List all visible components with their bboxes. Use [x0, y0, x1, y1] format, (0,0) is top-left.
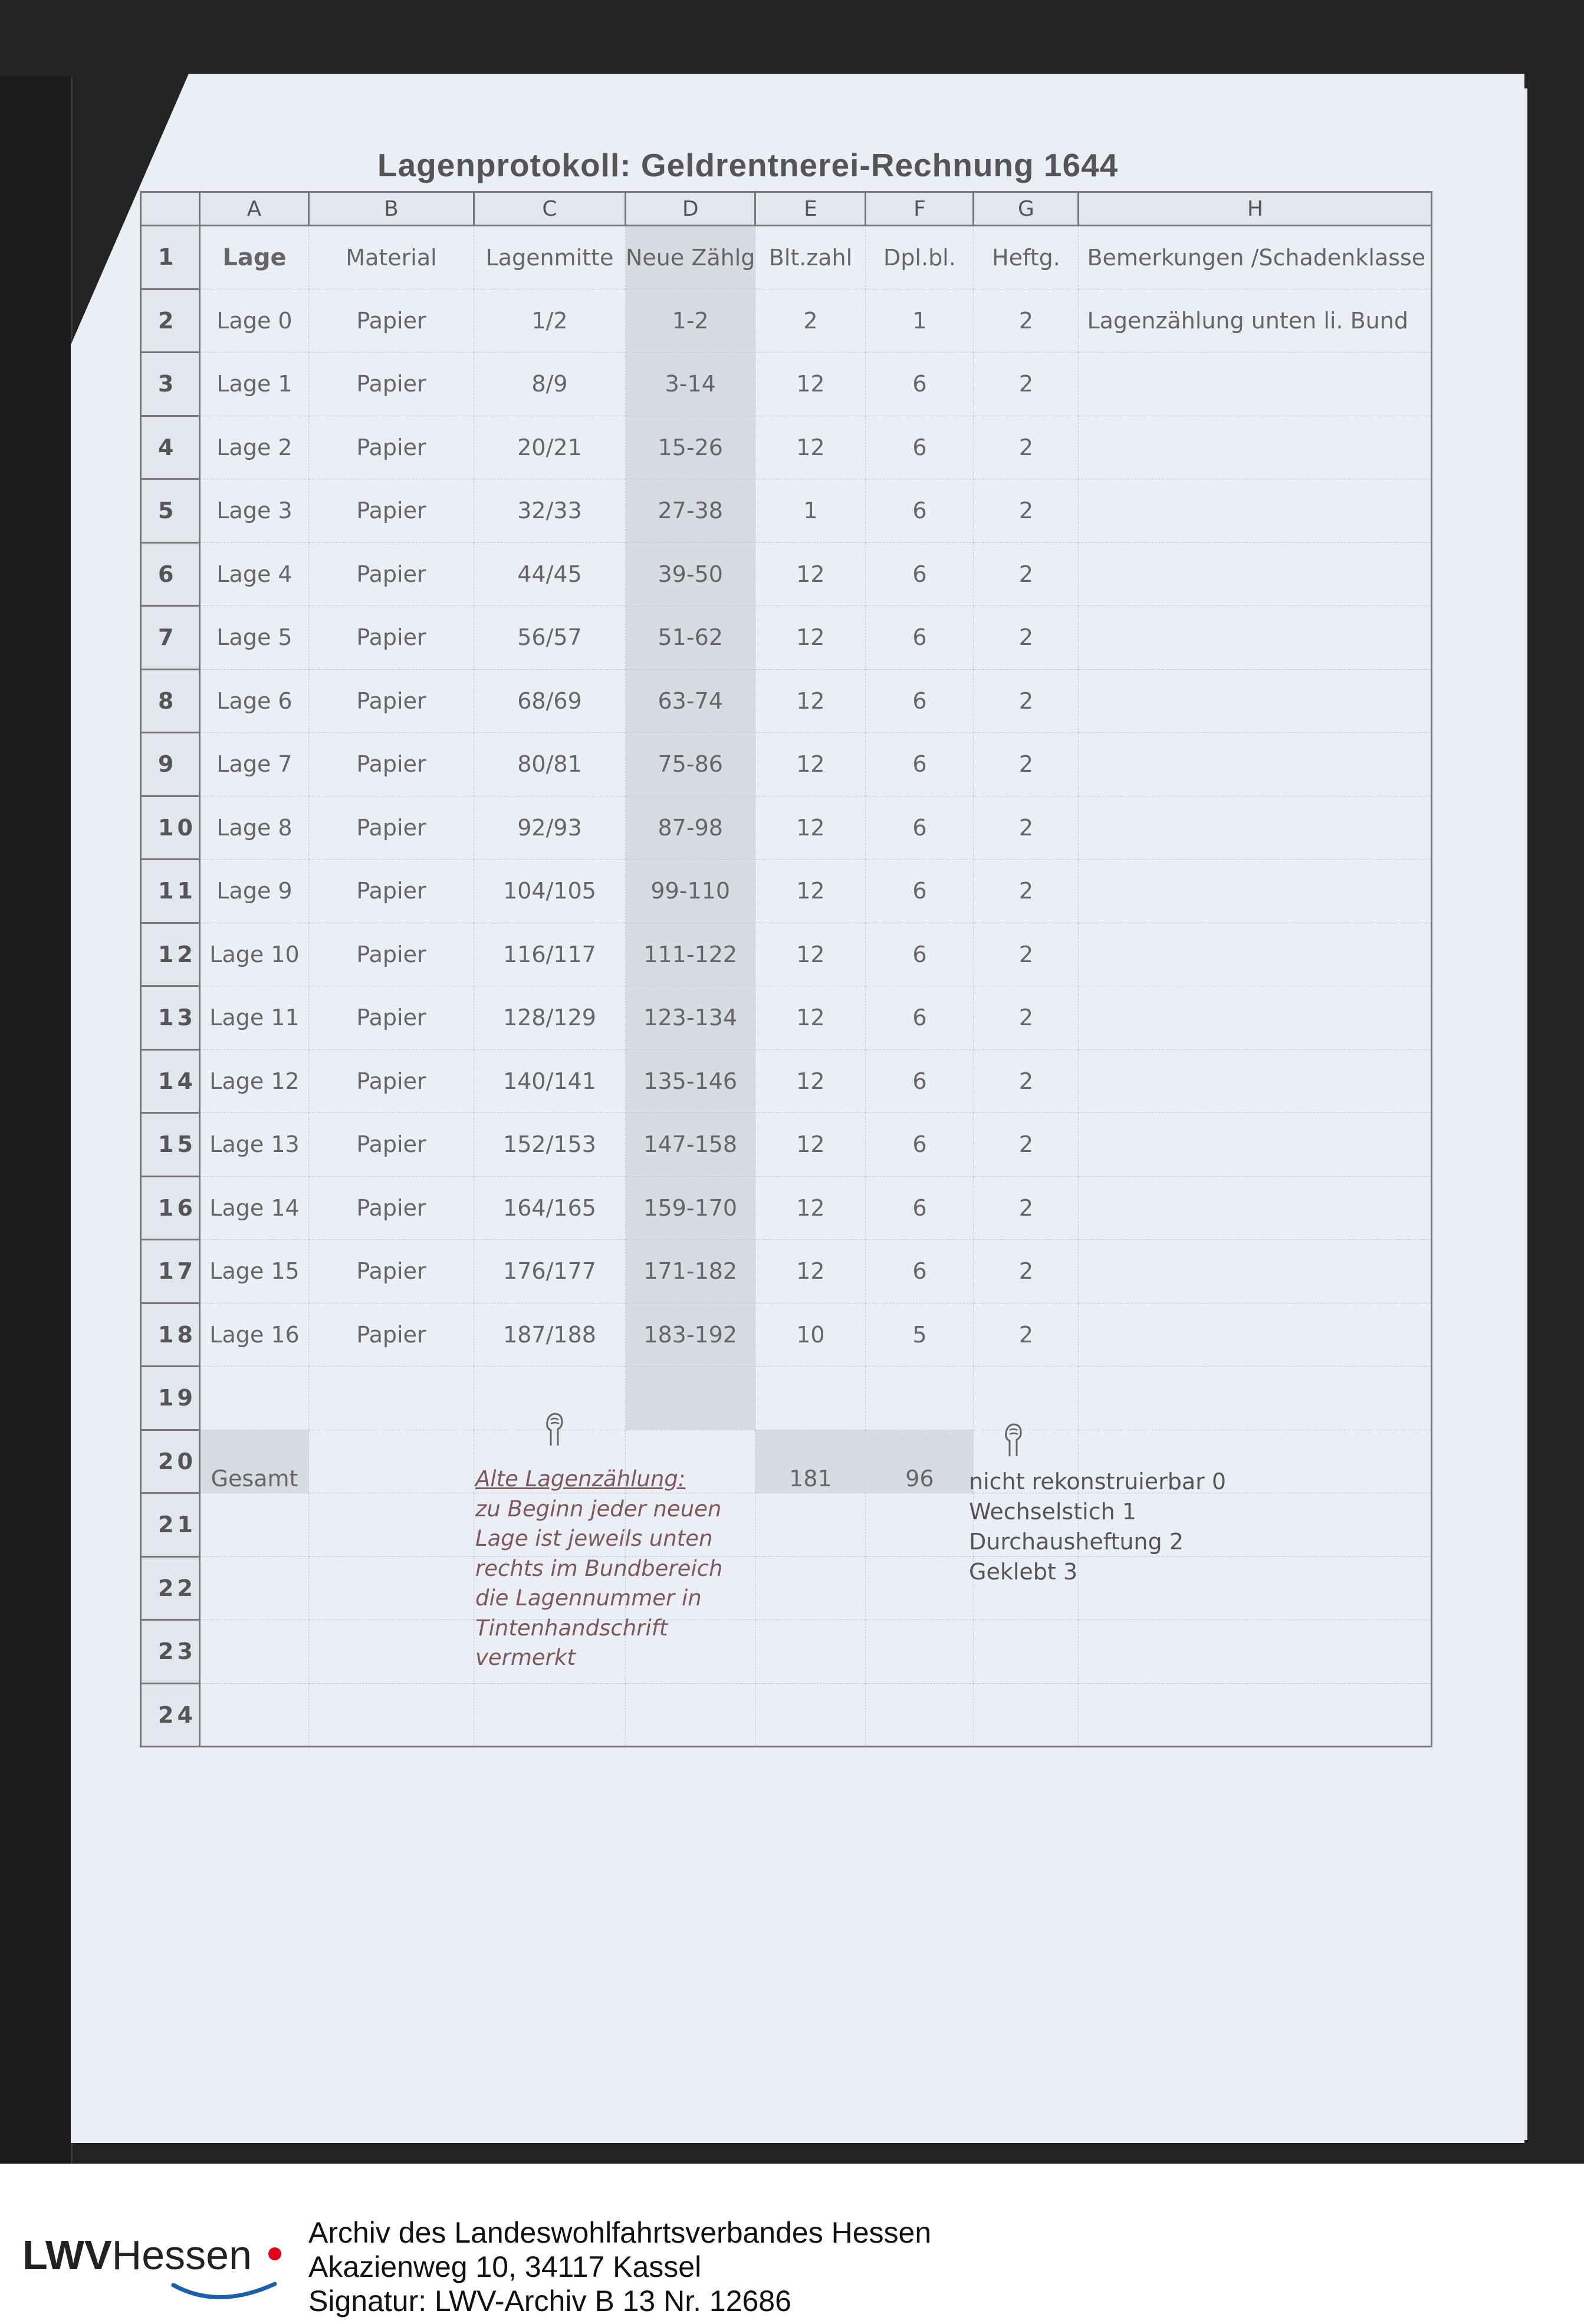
cell-neue-zaehlung: 39-50 [626, 542, 755, 606]
cell-material: Papier [309, 416, 474, 479]
cell-lagenmitte: 164/165 [474, 1176, 626, 1240]
row-number: 2 [141, 289, 200, 353]
cell-lage: Lage 11 [200, 986, 309, 1050]
empty-cell [974, 1683, 1079, 1747]
cell-neue-zaehlung: 183-192 [626, 1303, 755, 1367]
cell-bemerkungen [1079, 860, 1432, 923]
cell-doppelblatt: 6 [866, 542, 974, 606]
row-number: 12 [141, 923, 200, 986]
cell-bemerkungen [1079, 606, 1432, 670]
cell-lage: Lage 0 [200, 289, 309, 353]
logo-red-dot [268, 2247, 281, 2260]
empty-cell [755, 1367, 866, 1430]
cell-heftung: 2 [974, 542, 1079, 606]
cell-lagenmitte: 176/177 [474, 1240, 626, 1303]
row-number: 6 [141, 542, 200, 606]
logo-swoosh-icon [171, 2280, 277, 2304]
cell-lage: Lage 14 [200, 1176, 309, 1240]
row-number: 14 [141, 1049, 200, 1113]
damage-class-line: nicht rekonstruierbar 0 [969, 1469, 1226, 1495]
cell-neue-zaehlung: 75-86 [626, 733, 755, 796]
cell-doppelblatt: 6 [866, 1049, 974, 1113]
cell-bemerkungen [1079, 542, 1432, 606]
row-number: 1 [141, 226, 200, 289]
cell-heftung: 2 [974, 353, 1079, 416]
empty-cell [309, 1556, 474, 1620]
cell-heftung: 2 [974, 1049, 1079, 1113]
cell-heftung: 2 [974, 796, 1079, 860]
note-line: Lage ist jeweils unten [475, 1526, 713, 1551]
cell-blattzahl: 12 [755, 416, 866, 479]
row-number: 7 [141, 606, 200, 670]
cell-lagenmitte: 128/129 [474, 986, 626, 1050]
empty-cell [755, 1683, 866, 1747]
cell-lagenmitte: 187/188 [474, 1303, 626, 1367]
empty-cell [309, 1367, 474, 1430]
table-row [141, 1240, 1432, 1303]
damage-class-line: Durchausheftung 2 [969, 1529, 1184, 1555]
cell-material: Papier [309, 1049, 474, 1113]
cell-lagenmitte: 80/81 [474, 733, 626, 796]
empty-cell [200, 1367, 309, 1430]
cell-doppelblatt: 6 [866, 669, 974, 733]
row-number: 13 [141, 986, 200, 1050]
header-blattzahl: Blt.zahl [755, 226, 866, 289]
cell-blattzahl: 12 [755, 923, 866, 986]
cell-blattzahl: 12 [755, 353, 866, 416]
empty-cell [866, 1683, 974, 1747]
cell-bemerkungen [1079, 669, 1432, 733]
cell-doppelblatt: 6 [866, 479, 974, 543]
cell-heftung: 2 [974, 1113, 1079, 1177]
row-number: 15 [141, 1113, 200, 1177]
header-heftung: Heftg. [974, 226, 1079, 289]
cell-neue-zaehlung: 1-2 [626, 289, 755, 353]
cell-blattzahl: 2 [755, 289, 866, 353]
cell-lagenmitte: 20/21 [474, 416, 626, 479]
logo-lwv: LWV [22, 2232, 112, 2278]
row-number: 17 [141, 1240, 200, 1303]
table-row [141, 1303, 1432, 1367]
table-row [141, 479, 1432, 543]
cell-lage: Lage 7 [200, 733, 309, 796]
cell-neue-zaehlung: 147-158 [626, 1113, 755, 1177]
empty-cell [755, 1620, 866, 1684]
cell-heftung: 2 [974, 1303, 1079, 1367]
archive-address [308, 2216, 931, 2318]
cell-bemerkungen: Lagenzählung unten li. Bund [1079, 289, 1432, 353]
empty-cell [626, 1683, 755, 1747]
empty-cell [200, 1683, 309, 1747]
note-line: rechts im Bundbereich [475, 1555, 723, 1581]
row-number: 9 [141, 733, 200, 796]
empty-cell [1079, 1367, 1432, 1430]
cell-doppelblatt: 6 [866, 353, 974, 416]
empty-cell [626, 1367, 755, 1430]
cell-material: Papier [309, 606, 474, 670]
cell-material: Papier [309, 733, 474, 796]
cell-neue-zaehlung: 111-122 [626, 923, 755, 986]
cell-bemerkungen [1079, 353, 1432, 416]
cell-blattzahl: 12 [755, 860, 866, 923]
column-header: A [200, 192, 309, 226]
table-row [141, 860, 1432, 923]
cell-lage: Lage 13 [200, 1113, 309, 1177]
cell-lagenmitte: 44/45 [474, 542, 626, 606]
cell-material: Papier [309, 669, 474, 733]
cell-neue-zaehlung: 135-146 [626, 1049, 755, 1113]
row-number: 24 [141, 1683, 200, 1747]
archive-line: Signatur: LWV-Archiv B 13 Nr. 12686 [308, 2285, 791, 2318]
damage-class-line: Wechselstich 1 [969, 1499, 1136, 1525]
cell-lage: Lage 1 [200, 353, 309, 416]
cell-doppelblatt: 6 [866, 606, 974, 670]
cell-heftung: 2 [974, 986, 1079, 1050]
row-number: 16 [141, 1176, 200, 1240]
row-number: 21 [141, 1493, 200, 1557]
cell-blattzahl: 12 [755, 1176, 866, 1240]
column-header-row [141, 192, 1432, 226]
empty-cell [866, 1556, 974, 1620]
row-number: 18 [141, 1303, 200, 1367]
corner-cell [141, 192, 200, 226]
note-old-numbering [475, 1464, 722, 1673]
empty-cell [200, 1493, 309, 1557]
cell-lage: Lage 2 [200, 416, 309, 479]
cell-neue-zaehlung: 51-62 [626, 606, 755, 670]
cell-lagenmitte: 1/2 [474, 289, 626, 353]
table-row [141, 1049, 1432, 1113]
cell-material: Papier [309, 353, 474, 416]
column-header: B [309, 192, 474, 226]
spreadsheet-body [141, 192, 1432, 1747]
cell-lagenmitte: 32/33 [474, 479, 626, 543]
empty-cell [974, 1367, 1079, 1430]
table-row-empty [141, 1683, 1432, 1747]
cell-bemerkungen [1079, 416, 1432, 479]
totals-row [141, 1430, 1432, 1493]
cell-blattzahl: 1 [755, 479, 866, 543]
cell-material: Papier [309, 479, 474, 543]
cell-heftung: 2 [974, 606, 1079, 670]
empty-cell [755, 1493, 866, 1557]
table-row [141, 733, 1432, 796]
table-row [141, 796, 1432, 860]
archive-line: Archiv des Landeswohlfahrtsverbandes Hessen [308, 2216, 932, 2249]
cell-material: Papier [309, 860, 474, 923]
cell-lage: Lage 16 [200, 1303, 309, 1367]
empty-cell [866, 1367, 974, 1430]
empty-cell [309, 1620, 474, 1684]
cell-doppelblatt: 6 [866, 923, 974, 986]
cell-neue-zaehlung: 3-14 [626, 353, 755, 416]
note-damage-classes [969, 1467, 1226, 1587]
cell-doppelblatt: 5 [866, 1303, 974, 1367]
header-material: Material [309, 226, 474, 289]
note-line: vermerkt [475, 1645, 576, 1670]
column-header: D [626, 192, 755, 226]
cell-heftung: 2 [974, 1240, 1079, 1303]
cell-heftung: 2 [974, 733, 1079, 796]
cell-blattzahl: 12 [755, 1240, 866, 1303]
cell-material: Papier [309, 986, 474, 1050]
cell-material: Papier [309, 1303, 474, 1367]
pointing-hand-icon [1001, 1421, 1025, 1459]
cell-material: Papier [309, 289, 474, 353]
cell-blattzahl: 12 [755, 733, 866, 796]
table-row [141, 606, 1432, 670]
row-number: 23 [141, 1620, 200, 1684]
table-row [141, 986, 1432, 1050]
cell-material: Papier [309, 542, 474, 606]
cell-heftung: 2 [974, 923, 1079, 986]
column-header: G [974, 192, 1079, 226]
empty-cell [200, 1620, 309, 1684]
note-line: zu Beginn jeder neuen [475, 1496, 722, 1522]
cell-bemerkungen [1079, 1240, 1432, 1303]
page-title: Lagenprotokoll: Geldrentnerei-Rechnung 1644 [377, 147, 1119, 183]
lwv-hessen-logo [22, 2231, 252, 2279]
table-row [141, 416, 1432, 479]
cell-doppelblatt: 6 [866, 986, 974, 1050]
cell-lage: Lage 15 [200, 1240, 309, 1303]
empty-cell [200, 1556, 309, 1620]
cell-doppelblatt: 6 [866, 1240, 974, 1303]
empty-cell [1079, 1683, 1432, 1747]
cell-bemerkungen [1079, 986, 1432, 1050]
cell-blattzahl: 12 [755, 1049, 866, 1113]
table-row-empty [141, 1620, 1432, 1684]
cell-blattzahl: 12 [755, 542, 866, 606]
cell-doppelblatt: 6 [866, 1113, 974, 1177]
cell-blattzahl: 12 [755, 796, 866, 860]
pointing-hand-icon [543, 1410, 566, 1448]
spreadsheet-table [140, 191, 1432, 1747]
empty-cell [309, 1683, 474, 1747]
note-line: die Lagennummer in [475, 1585, 702, 1611]
header-lagenmitte: Lagenmitte [474, 226, 626, 289]
row-number: 4 [141, 416, 200, 479]
cell-blattzahl: 10 [755, 1303, 866, 1367]
cell-lagenmitte: 56/57 [474, 606, 626, 670]
cell-neue-zaehlung: 123-134 [626, 986, 755, 1050]
row-number: 8 [141, 669, 200, 733]
note-line: Tintenhandschrift [475, 1615, 668, 1641]
empty-cell [309, 1430, 474, 1493]
empty-cell [866, 1620, 974, 1684]
cell-material: Papier [309, 796, 474, 860]
empty-cell [309, 1493, 474, 1557]
cell-doppelblatt: 6 [866, 796, 974, 860]
column-header: H [1079, 192, 1432, 226]
table-row-empty [141, 1367, 1432, 1430]
table-row-empty [141, 1493, 1432, 1557]
cell-material: Papier [309, 923, 474, 986]
cell-heftung: 2 [974, 416, 1079, 479]
empty-cell [755, 1556, 866, 1620]
column-header: C [474, 192, 626, 226]
cell-heftung: 2 [974, 860, 1079, 923]
cell-doppelblatt: 6 [866, 1176, 974, 1240]
table-row [141, 923, 1432, 986]
logo-hessen: Hessen [111, 2232, 252, 2278]
total-label: Gesamt [200, 1430, 309, 1493]
table-row-empty [141, 1556, 1432, 1620]
row-number: 20 [141, 1430, 200, 1493]
cell-bemerkungen [1079, 1113, 1432, 1177]
table-header-row [141, 226, 1432, 289]
table-row [141, 289, 1432, 353]
cell-blattzahl: 12 [755, 606, 866, 670]
cell-material: Papier [309, 1176, 474, 1240]
cell-lage: Lage 5 [200, 606, 309, 670]
cell-blattzahl: 12 [755, 1113, 866, 1177]
empty-cell [974, 1620, 1079, 1684]
cell-lagenmitte: 68/69 [474, 669, 626, 733]
cell-bemerkungen [1079, 733, 1432, 796]
header-neue-zaehlung: Neue Zählg [626, 226, 755, 289]
cell-lagenmitte: 152/153 [474, 1113, 626, 1177]
row-number: 19 [141, 1367, 200, 1430]
cell-blattzahl: 12 [755, 986, 866, 1050]
cell-material: Papier [309, 1240, 474, 1303]
cell-blattzahl: 12 [755, 669, 866, 733]
table-row [141, 669, 1432, 733]
cell-lagenmitte: 92/93 [474, 796, 626, 860]
cell-lage: Lage 3 [200, 479, 309, 543]
cell-neue-zaehlung: 27-38 [626, 479, 755, 543]
cell-heftung: 2 [974, 289, 1079, 353]
row-number: 10 [141, 796, 200, 860]
cell-neue-zaehlung: 99-110 [626, 860, 755, 923]
cell-lage: Lage 9 [200, 860, 309, 923]
cell-neue-zaehlung: 63-74 [626, 669, 755, 733]
cell-lage: Lage 4 [200, 542, 309, 606]
empty-cell [1079, 1620, 1432, 1684]
cell-bemerkungen [1079, 1176, 1432, 1240]
cell-lagenmitte: 8/9 [474, 353, 626, 416]
row-number: 3 [141, 353, 200, 416]
cell-bemerkungen [1079, 1049, 1432, 1113]
cell-doppelblatt: 6 [866, 860, 974, 923]
header-bemerkungen: Bemerkungen /Schadenklasse [1079, 226, 1432, 289]
row-number: 5 [141, 479, 200, 543]
table-row [141, 1113, 1432, 1177]
cell-bemerkungen [1079, 923, 1432, 986]
note-old-numbering-heading: Alte Lagenzählung: [475, 1466, 686, 1492]
cell-neue-zaehlung: 15-26 [626, 416, 755, 479]
empty-cell [866, 1493, 974, 1557]
cell-bemerkungen [1079, 1303, 1432, 1367]
cell-heftung: 2 [974, 479, 1079, 543]
cell-heftung: 2 [974, 1176, 1079, 1240]
damage-class-line: Geklebt 3 [969, 1559, 1078, 1585]
cell-bemerkungen [1079, 479, 1432, 543]
total-doppelblatt: 96 [866, 1430, 974, 1493]
cell-heftung: 2 [974, 669, 1079, 733]
cell-lage: Lage 12 [200, 1049, 309, 1113]
column-header: E [755, 192, 866, 226]
cell-doppelblatt: 6 [866, 733, 974, 796]
total-blattzahl: 181 [755, 1430, 866, 1493]
column-header: F [866, 192, 974, 226]
cell-neue-zaehlung: 171-182 [626, 1240, 755, 1303]
cell-doppelblatt: 1 [866, 289, 974, 353]
row-number: 22 [141, 1556, 200, 1620]
cell-neue-zaehlung: 159-170 [626, 1176, 755, 1240]
empty-cell [474, 1683, 626, 1747]
table-row [141, 542, 1432, 606]
cell-lagenmitte: 104/105 [474, 860, 626, 923]
cell-lage: Lage 6 [200, 669, 309, 733]
table-row [141, 1176, 1432, 1240]
folder-edge [0, 77, 73, 2164]
cell-lage: Lage 8 [200, 796, 309, 860]
cell-lagenmitte: 116/117 [474, 923, 626, 986]
header-lage: Lage [200, 226, 309, 289]
cell-material: Papier [309, 1113, 474, 1177]
archive-line: Akazienweg 10, 34117 Kassel [308, 2250, 702, 2283]
header-doppelblatt: Dpl.bl. [866, 226, 974, 289]
cell-bemerkungen [1079, 796, 1432, 860]
cell-lage: Lage 10 [200, 923, 309, 986]
cell-neue-zaehlung: 87-98 [626, 796, 755, 860]
cell-doppelblatt: 6 [866, 416, 974, 479]
table-row [141, 353, 1432, 416]
cell-lagenmitte: 140/141 [474, 1049, 626, 1113]
row-number: 11 [141, 860, 200, 923]
